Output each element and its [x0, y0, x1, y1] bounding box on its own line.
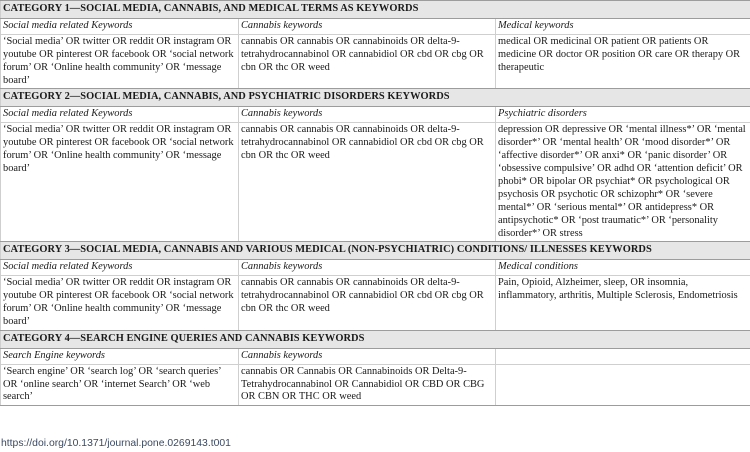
- keyword-cell: cannabis OR cannabis OR cannabinoids OR delta-9-tetrahydrocannabinol OR cannabidiol OR cbd OR cbg OR cbn OR thc OR weed: [239, 34, 496, 89]
- keyword-cell: cannabis OR cannabis OR cannabinoids OR delta-9-tetrahydrocannabinol OR cannabidiol OR cbd OR cbg OR cbn OR thc OR weed: [239, 123, 496, 242]
- category-1-header-row: [1, 1, 750, 19]
- category-2-title: CATEGORY 2—SOCIAL MEDIA, CANNABIS, AND PSYCHIATRIC DISORDERS KEYWORDS: [1, 89, 750, 107]
- keyword-cell: ‘Search engine’ OR ‘search log’ OR ‘search queries’ OR ‘online search’ OR ‘internet Search’ OR ‘web search’: [1, 364, 239, 406]
- keyword-cell: Pain, Opioid, Alzheimer, sleep, OR insomnia, inflammatory, arthritis, Multiple Sclerosis, Endometriosis: [496, 276, 750, 331]
- column-header: Cannabis keywords: [239, 260, 496, 276]
- category-4-title: CATEGORY 4—SEARCH ENGINE QUERIES AND CANNABIS KEYWORDS: [1, 330, 750, 348]
- category-2-keywords-row: [1, 123, 750, 242]
- column-header: Social media related Keywords: [1, 107, 239, 123]
- column-header: [496, 348, 750, 364]
- category-3-header-row: [1, 242, 750, 260]
- doi-link[interactable]: https://doi.org/10.1371/journal.pone.0269143.t001: [1, 438, 231, 449]
- keyword-cell: medical OR medicinal OR patient OR patients OR medicine OR doctor OR position OR care OR therapy OR therapeutic: [496, 34, 750, 89]
- keyword-cell: ‘Social media’ OR twitter OR reddit OR instagram OR youtube OR pinterest OR facebook OR ‘social network forum’ OR ‘Online health community’ OR ‘message board’: [1, 276, 239, 331]
- column-header: Medical conditions: [496, 260, 750, 276]
- keyword-cell: ‘Social media’ OR twitter OR reddit OR instagram OR youtube OR pinterest OR facebook OR ‘social network forum’ OR ‘Online health community’ OR ‘message board’: [1, 34, 239, 89]
- category-3-keywords-row: [1, 276, 750, 331]
- category-2-header-row: [1, 89, 750, 107]
- column-header: Cannabis keywords: [239, 107, 496, 123]
- keyword-cell: [496, 364, 750, 406]
- column-header: Search Engine keywords: [1, 348, 239, 364]
- column-header: Cannabis keywords: [239, 348, 496, 364]
- category-4-keywords-row: [1, 364, 750, 406]
- category-3-column-headers: [1, 260, 750, 276]
- category-1-keywords-row: [1, 34, 750, 89]
- column-header: Psychiatric disorders: [496, 107, 750, 123]
- category-4-column-headers: [1, 348, 750, 364]
- keyword-cell: cannabis OR cannabis OR cannabinoids OR delta-9-tetrahydrocannabinol OR cannabidiol OR cbd OR cbg OR cbn OR thc OR weed: [239, 276, 496, 331]
- category-3-title: CATEGORY 3—SOCIAL MEDIA, CANNABIS AND VARIOUS MEDICAL (NON-PSYCHIATRIC) CONDITIONS/ ILLNESSES KEYWORDS: [1, 242, 750, 260]
- column-header: Medical keywords: [496, 18, 750, 34]
- category-1-title: CATEGORY 1—SOCIAL MEDIA, CANNABIS, AND MEDICAL TERMS AS KEYWORDS: [1, 1, 750, 19]
- keyword-cell: cannabis OR Cannabis OR Cannabinoids OR Delta-9-Tetrahydrocannabinol OR Cannabidiol OR CBD OR CBG OR CBN OR THC OR weed: [239, 364, 496, 406]
- category-4-header-row: [1, 330, 750, 348]
- category-1-column-headers: [1, 18, 750, 34]
- keyword-cell: ‘Social media’ OR twitter OR reddit OR instagram OR youtube OR pinterest OR facebook OR ‘social network forum’ OR ‘Online health community’ OR ‘message board’: [1, 123, 239, 242]
- column-header: Social media related Keywords: [1, 260, 239, 276]
- column-header: Cannabis keywords: [239, 18, 496, 34]
- column-header: Social media related Keywords: [1, 18, 239, 34]
- keyword-cell: depression OR depressive OR ‘mental illness*’ OR ‘mental disorder*’ OR ‘mental health’ OR ‘mood disorder*’ OR ‘affective disorder*’ OR anxi* OR ‘panic disorder’ OR ‘obsessive compulsive’ OR adhd OR ‘attention deficit’ OR phobi* OR bipolar OR psychiat* OR psychological OR psychosis OR psychotic OR schizophr* OR ‘severe mental*’ OR ‘serious mental*’ OR antidepress* OR antipsychotic* OR ‘post traumatic*’ OR ‘personality disorder*’ OR stress: [496, 123, 750, 242]
- category-2-column-headers: [1, 107, 750, 123]
